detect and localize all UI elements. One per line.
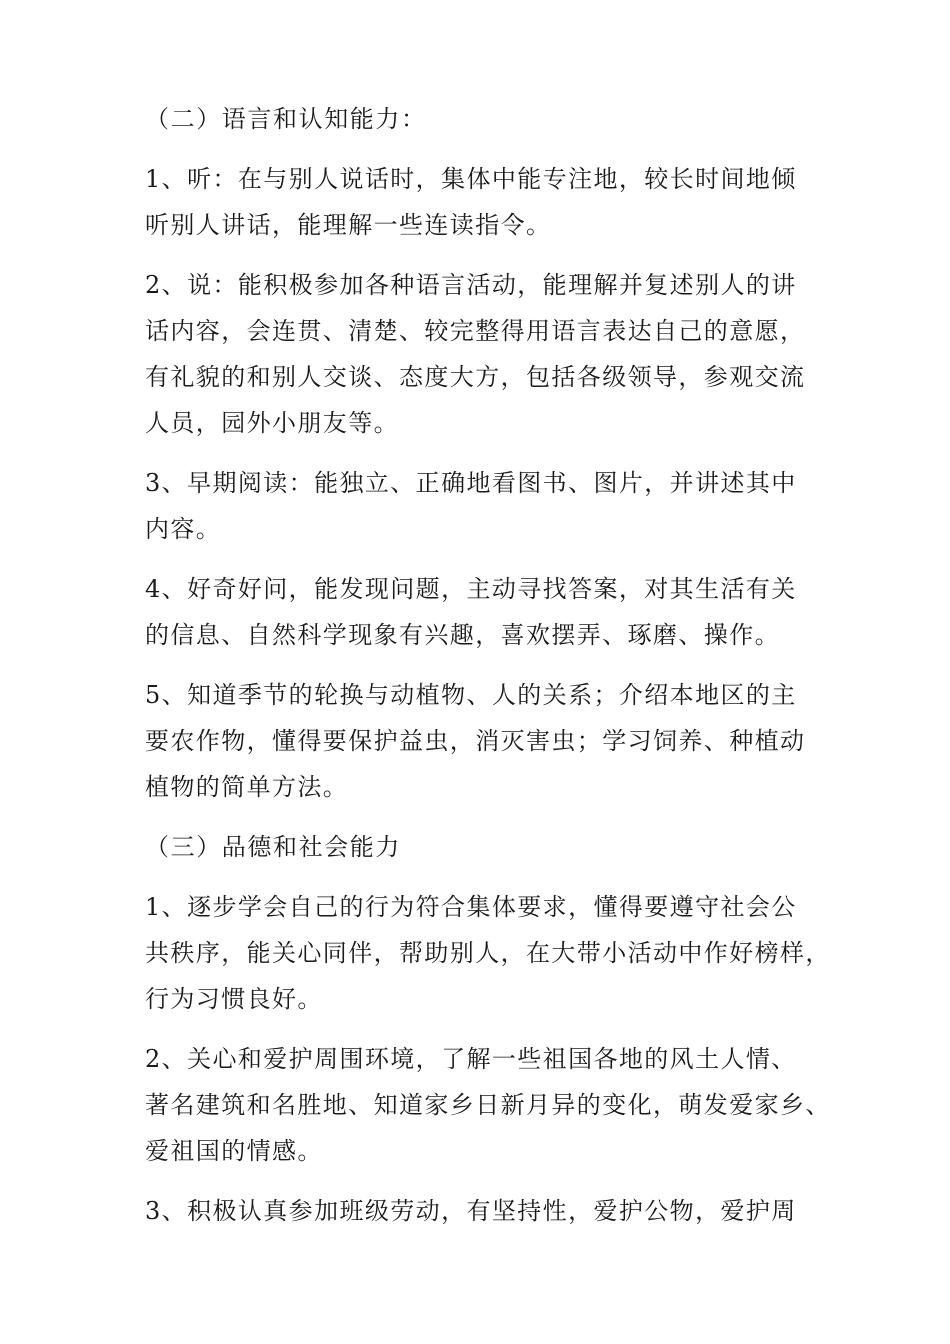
- paragraph-line: 的信息、自然科学现象有兴趣，喜欢摆弄、琢磨、操作。: [145, 621, 780, 649]
- paragraph-line: 4、好奇好问，能发现问题，主动寻找答案，对其生活有关: [145, 575, 797, 603]
- paragraph-line: 听别人讲话，能理解一些连读指令。: [145, 211, 552, 239]
- paragraph-line: 著名建筑和名胜地、知道家乡日新月异的变化，萌发爱家乡、: [145, 1091, 831, 1119]
- paragraph-line: 1、听：在与别人说话时，集体中能专注地，较长时间地倾: [145, 165, 797, 193]
- paragraph-line: 行为习惯良好。: [145, 985, 323, 1013]
- paragraph-line: 3、早期阅读：能独立、正确地看图书、图片，并讲述其中: [145, 469, 797, 497]
- paragraph-line: 植物的简单方法。: [145, 773, 349, 801]
- section-heading-morality-society: （三）品德和社会能力: [145, 833, 401, 861]
- paragraph-line: 要农作物，懂得要保护益虫，消灭害虫；学习饲养、种植动: [145, 727, 806, 755]
- paragraph-line: 1、逐步学会自己的行为符合集体要求，懂得要遵守社会公: [145, 893, 797, 921]
- paragraph-line: 有礼貌的和别人交谈、态度大方，包括各级领导，参观交流: [145, 363, 806, 391]
- paragraph-line: 2、说：能积极参加各种语言活动，能理解并复述别人的讲: [145, 271, 797, 299]
- paragraph-line: 5、知道季节的轮换与动植物、人的关系；介绍本地区的主: [145, 681, 797, 709]
- paragraph-line: 2、关心和爱护周围环境，了解一些祖国各地的风土人情、: [145, 1045, 797, 1073]
- paragraph-line: 爱祖国的情感。: [145, 1137, 323, 1165]
- paragraph-line: 内容。: [145, 515, 222, 543]
- paragraph-line: 共秩序，能关心同伴，帮助别人，在大带小活动中作好榜样，: [145, 939, 831, 967]
- paragraph-line: 话内容，会连贯、清楚、较完整得用语言表达自己的意愿，: [145, 317, 806, 345]
- document-body: [145, 96, 831, 1234]
- paragraph-line: 3、积极认真参加班级劳动，有坚持性，爱护公物，爱护周: [145, 1197, 797, 1225]
- section-heading-language-cognition: （二）语言和认知能力：: [145, 105, 427, 133]
- paragraph-line: 人员，园外小朋友等。: [145, 409, 399, 437]
